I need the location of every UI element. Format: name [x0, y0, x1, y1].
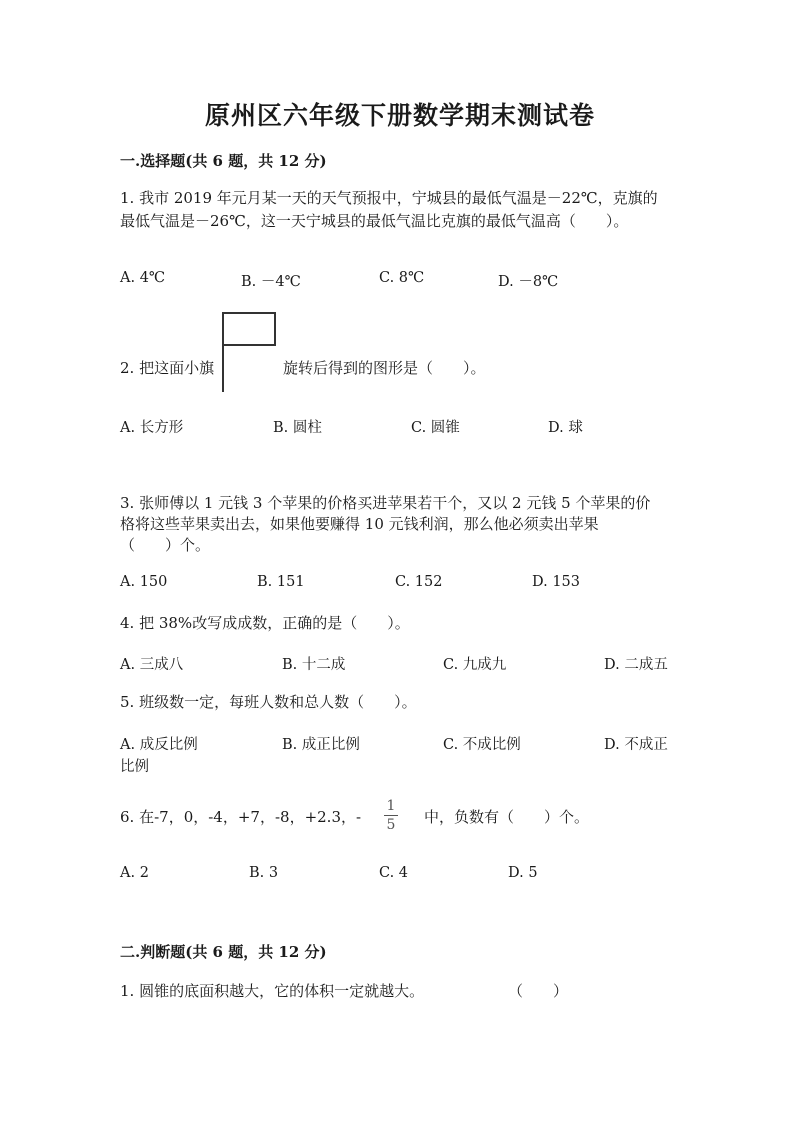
q4-option-b: B. 十二成: [282, 657, 346, 673]
fraction-bar: [384, 815, 398, 816]
q1-option-c: C. 8℃: [379, 270, 425, 286]
question-6-text-after: 中，负数有（ ）个。: [424, 808, 590, 826]
q5-option-d-wrap: 比例: [120, 759, 149, 775]
q6-option-d: D. 5: [508, 865, 538, 881]
section-heading-choice: 一.选择题(共 6 题，共 12 分): [120, 152, 327, 170]
q1-option-d: D. －8℃: [498, 274, 559, 290]
q4-option-d: D. 二成五: [604, 657, 668, 673]
q6-option-b: B. 3: [249, 865, 279, 881]
question-1-line-1: 1. 我市 2019 年元月某一天的天气预报中，宁城县的最低气温是－22℃，克旗的: [120, 189, 658, 207]
q3-option-d: D. 153: [532, 574, 581, 590]
question-2-text-after: 旋转后得到的图形是（ ）。: [283, 359, 486, 377]
question-3-line-1: 3. 张师傅以 1 元钱 3 个苹果的价格买进苹果若干个，又以 2 元钱 5 个苹果的价: [120, 494, 651, 512]
question-5-text: 5. 班级数一定，每班人数和总人数（ ）。: [120, 693, 417, 711]
question-4-text: 4. 把 38%改写成成数，正确的是（ ）。: [120, 614, 410, 632]
question-3-line-3: （ ）个。: [120, 536, 211, 554]
q3-option-a: A. 150: [120, 574, 168, 590]
q1-option-a: A. 4℃: [120, 270, 166, 286]
q2-option-d: D. 球: [548, 420, 583, 436]
q6-option-c: C. 4: [379, 865, 409, 881]
judgment-question-1-blank: （ ）: [508, 982, 569, 1000]
q5-option-c: C. 不成比例: [443, 737, 521, 753]
fraction-numerator: 1: [386, 798, 396, 814]
question-1-line-2: 最低气温是－26℃，这一天宁城县的最低气温比克旗的最低气温高（ ）。: [120, 212, 629, 230]
question-3-line-2: 格将这些苹果卖出去，如果他要赚得 10 元钱利润，那么他必须卖出苹果: [120, 515, 599, 533]
q4-option-a: A. 三成八: [120, 657, 184, 673]
q5-option-d: D. 不成正: [604, 737, 668, 753]
flag-banner: [222, 312, 276, 346]
page-title: 原州区六年级下册数学期末测试卷: [204, 101, 595, 130]
q5-option-b: B. 成正比例: [282, 737, 360, 753]
q3-option-b: B. 151: [257, 574, 305, 590]
q3-option-c: C. 152: [395, 574, 443, 590]
q5-option-a: A. 成反比例: [120, 737, 198, 753]
q1-option-b: B. －4℃: [241, 274, 301, 290]
judgment-question-1-text: 1. 圆锥的底面积越大，它的体积一定就越大。: [120, 982, 425, 1000]
question-2-text-before: 2. 把这面小旗: [120, 359, 215, 377]
question-6-text-before: 6. 在-7，0，-4，+7，-8，+2.3，-: [120, 808, 362, 826]
q4-option-c: C. 九成九: [443, 657, 507, 673]
q2-option-b: B. 圆柱: [273, 420, 322, 436]
section-heading-judgment: 二.判断题(共 6 题，共 12 分): [120, 943, 327, 961]
q2-option-c: C. 圆锥: [411, 420, 460, 436]
q2-option-a: A. 长方形: [120, 420, 184, 436]
fraction-denominator: 5: [386, 817, 396, 833]
q6-option-a: A. 2: [120, 865, 149, 881]
fraction-one-fifth: [382, 798, 400, 833]
